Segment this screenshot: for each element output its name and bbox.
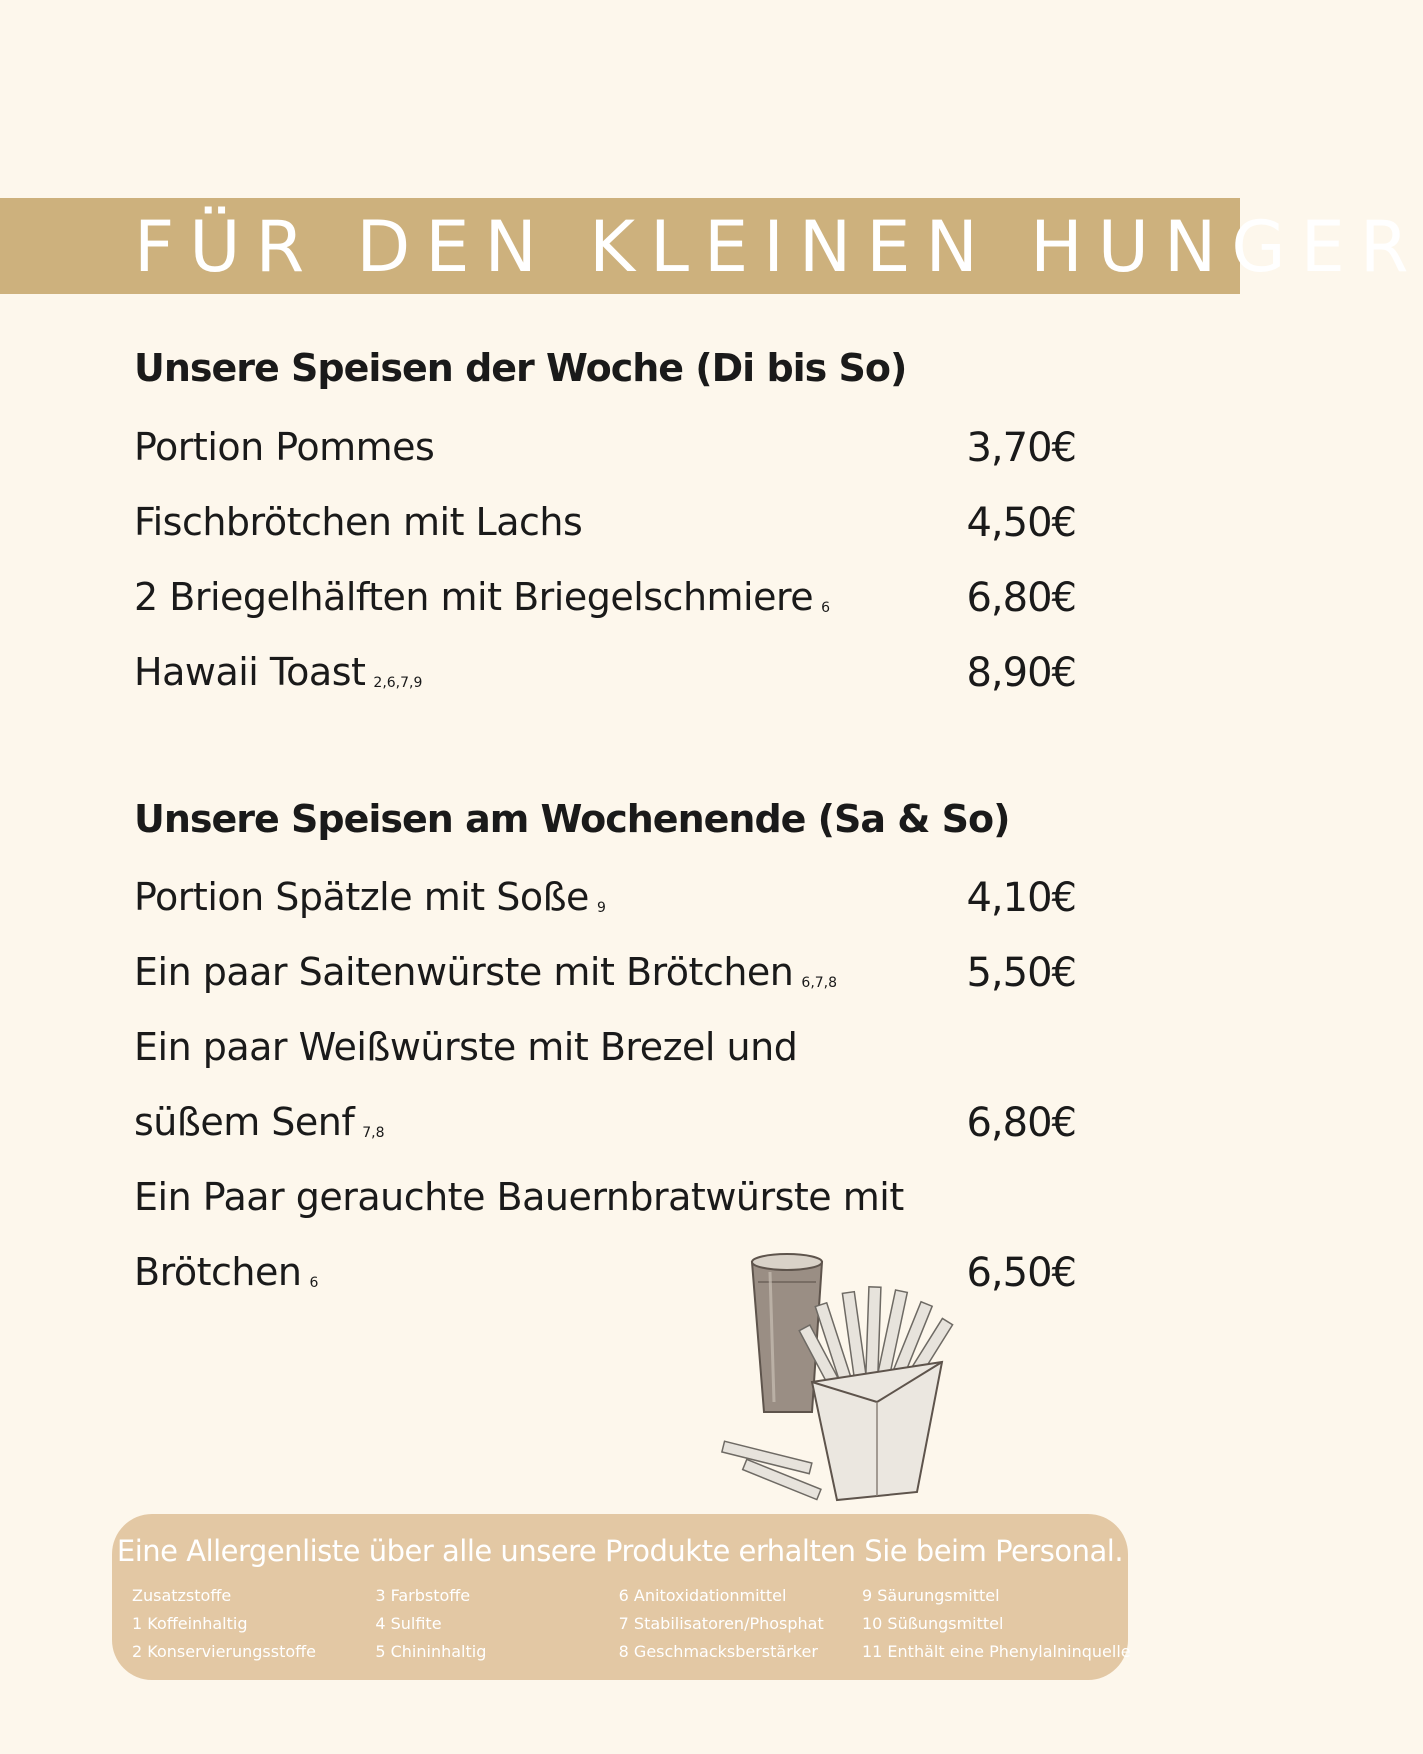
allergen-legend-entry: 6 Anitoxidationmittel — [618, 1586, 787, 1605]
menu-item-name: Portion Pommes — [134, 425, 435, 469]
menu-item-price: 4,50€ — [966, 500, 1076, 546]
allergen-legend-entry: Zusatzstoffe — [132, 1586, 232, 1605]
allergen-codes: 7,8 — [362, 1125, 385, 1141]
menu-item-name: 2 Briegelhälften mit Briegelschmiere 6 — [134, 575, 831, 619]
allergen-legend-column — [132, 1582, 375, 1666]
allergen-legend-column — [375, 1582, 618, 1666]
menu-item-price: 6,80€ — [966, 1100, 1076, 1146]
menu-item-name: süßem Senf 7,8 — [134, 1100, 385, 1144]
allergen-legend-entry: 8 Geschmacksberstärker — [618, 1642, 818, 1661]
allergen-legend-entry: 9 Säurungsmittel — [861, 1586, 1000, 1605]
allergen-legend-entry: 5 Chininhaltig — [375, 1642, 487, 1661]
section-title-week: Unsere Speisen der Woche (Di bis So) — [134, 346, 907, 390]
allergen-legend-entry: 11 Enthält eine Phenylalninquelle — [861, 1642, 1131, 1661]
allergen-legend-entry: 2 Konservierungsstoffe — [132, 1642, 317, 1661]
allergen-info-box — [112, 1514, 1131, 1680]
menu-item-name: Brötchen 6 — [134, 1250, 319, 1294]
menu-item-price: 5,50€ — [966, 950, 1076, 996]
allergen-codes: 6 — [821, 600, 831, 616]
menu-item-name: Fischbrötchen mit Lachs — [134, 500, 583, 544]
menu-item-name: Portion Spätzle mit Soße 9 — [134, 875, 606, 919]
allergen-codes: 6,7,8 — [801, 975, 838, 991]
allergen-codes: 6 — [309, 1275, 319, 1291]
allergen-legend — [132, 1582, 1131, 1666]
fries-and-drink-icon — [712, 1242, 982, 1520]
allergen-legend-column — [861, 1582, 1131, 1666]
allergen-legend-entry: 7 Stabilisatoren/Phosphat — [618, 1614, 824, 1633]
page-title: FÜR DEN KLEINEN HUNGER — [134, 206, 1423, 288]
menu-item-name: Ein Paar gerauchte Bauernbratwürste mit — [134, 1175, 904, 1219]
menu-item-name: Ein paar Saitenwürste mit Brötchen 6,7,8 — [134, 950, 838, 994]
menu-item-price: 6,80€ — [966, 575, 1076, 621]
allergen-legend-entry: 10 Süßungsmittel — [861, 1614, 1004, 1633]
menu-item-price: 6,50€ — [966, 1250, 1076, 1296]
allergen-legend-entry: 3 Farbstoffe — [375, 1586, 471, 1605]
menu-item-price: 4,10€ — [966, 875, 1076, 921]
menu-item-price: 3,70€ — [966, 425, 1076, 471]
allergen-legend-entry: 4 Sulfite — [375, 1614, 442, 1633]
menu-item-name: Ein paar Weißwürste mit Brezel und — [134, 1025, 798, 1069]
menu-item-price: 8,90€ — [966, 650, 1076, 696]
allergen-legend-column — [619, 1582, 862, 1666]
section-title-weekend: Unsere Speisen am Wochenende (Sa & So) — [134, 797, 1010, 841]
allergen-codes: 2,6,7,9 — [373, 675, 423, 691]
allergen-headline: Eine Allergenliste über alle unsere Produkte erhalten Sie beim Personal. — [116, 1534, 1124, 1568]
menu-item-name: Hawaii Toast 2,6,7,9 — [134, 650, 423, 694]
allergen-codes: 9 — [596, 900, 606, 916]
allergen-legend-entry: 1 Koffeinhaltig — [132, 1614, 248, 1633]
